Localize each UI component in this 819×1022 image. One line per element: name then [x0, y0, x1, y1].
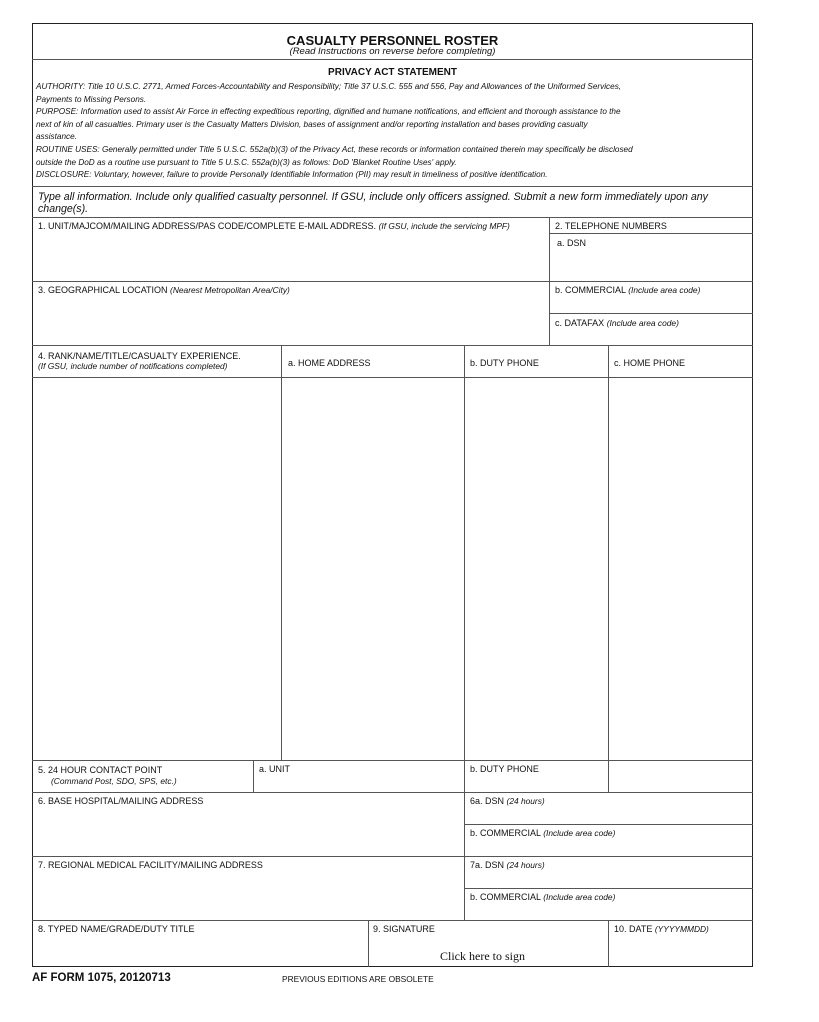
- home-address-input[interactable]: [283, 379, 462, 758]
- privacy-line: PURPOSE: Information used to assist Air Force in effecting expeditious reporting, dignified and humane notifications, and efficient and thorough assistance to the: [36, 107, 621, 117]
- typed-name-input[interactable]: [36, 936, 366, 965]
- contact-extra-input[interactable]: [610, 762, 751, 790]
- hospital-dsn-input[interactable]: [466, 808, 751, 822]
- divider: [32, 920, 753, 921]
- rank-name-input[interactable]: [34, 379, 279, 758]
- unit-label: a. UNIT: [259, 764, 291, 774]
- field-4-label: 4. RANK/NAME/TITLE/CASUALTY EXPERIENCE.: [38, 351, 241, 361]
- privacy-line: ROUTINE USES: Generally permitted under Title 5 U.S.C. 552a(b)(3) of the Privacy Act, these records or information contained therein may specifically be disclosed: [36, 144, 633, 154]
- date-input[interactable]: [610, 936, 751, 965]
- duty-phone-input[interactable]: [466, 379, 606, 758]
- contact-duty-phone-input[interactable]: [466, 776, 606, 790]
- privacy-line: DISCLOSURE: Voluntary, however, failure to provide Personally Identifiable Information (PII) may result in timeliness of positive identification.: [36, 170, 548, 180]
- dsn-input[interactable]: [552, 250, 750, 279]
- field-3-note: (Nearest Metropolitan Area/City): [170, 285, 290, 295]
- field-4-note: (If GSU, include number of notifications completed): [38, 361, 228, 371]
- form-subtitle: (Read Instructions on reverse before completing): [289, 46, 496, 57]
- privacy-line: Payments to Missing Persons.: [36, 94, 147, 104]
- privacy-line: outside the DoD as a routine use pursuant to Title 5 U.S.C. 552a(b)(3) as follows: DoD 'Blanket Routine Uses' apply.: [36, 157, 457, 167]
- divider: [464, 888, 753, 889]
- privacy-line: AUTHORITY: Title 10 U.S.C. 2771, Armed Forces-Accountability and Responsibility; Title 37 U.S.C. 555 and 556, Pay and Allowances of the Uniformed Services,: [36, 82, 622, 91]
- privacy-heading: PRIVACY ACT STATEMENT: [328, 67, 457, 78]
- hospital-dsn-label: [470, 796, 545, 807]
- privacy-line: assistance.: [36, 132, 77, 142]
- home-phone-label: c. HOME PHONE: [614, 358, 686, 368]
- medical-commercial-label: [470, 892, 615, 903]
- hospital-dsn-note: (24 hours): [506, 796, 545, 806]
- divider: [281, 345, 282, 760]
- geographical-location-input[interactable]: [36, 297, 546, 343]
- divider: [32, 281, 753, 282]
- regional-medical-input[interactable]: [36, 872, 462, 918]
- divider: [32, 792, 753, 793]
- field-1-label-text: 1. UNIT/MAJCOM/MAILING ADDRESS/PAS CODE/COMPLETE E-MAIL ADDRESS.: [38, 221, 377, 231]
- medical-commercial-label-text: b. COMMERCIAL: [470, 892, 541, 902]
- base-hospital-input[interactable]: [36, 808, 462, 854]
- field-10-label: [614, 924, 709, 935]
- hospital-commercial-input[interactable]: [466, 840, 751, 854]
- field-6-label: 6. BASE HOSPITAL/MAILING ADDRESS: [38, 796, 204, 806]
- unit-address-input[interactable]: [36, 233, 546, 279]
- hospital-commercial-label: [470, 828, 615, 839]
- datafax-input[interactable]: [552, 330, 750, 343]
- commercial-input[interactable]: [552, 297, 750, 311]
- field-2-label: 2. TELEPHONE NUMBERS: [555, 221, 667, 231]
- medical-commercial-input[interactable]: [466, 904, 751, 918]
- home-address-label: a. HOME ADDRESS: [288, 358, 371, 368]
- divider: [549, 217, 550, 345]
- field-1-note: (If GSU, include the servicing MPF): [378, 221, 510, 231]
- field-7-label: 7. REGIONAL MEDICAL FACILITY/MAILING ADDRESS: [38, 860, 263, 870]
- divider: [549, 233, 753, 234]
- duty-phone-label: b. DUTY PHONE: [470, 358, 539, 368]
- medical-dsn-label: [470, 860, 545, 871]
- divider: [368, 920, 369, 967]
- commercial-note: (Include area code): [628, 285, 701, 295]
- commercial-label: [555, 285, 700, 296]
- medical-dsn-label-text: 7a. DSN: [470, 860, 505, 870]
- divider: [464, 824, 753, 825]
- form-title: CASUALTY PERSONNEL ROSTER: [286, 33, 499, 48]
- obsolete-notice: PREVIOUS EDITIONS ARE OBSOLETE: [282, 974, 434, 984]
- field-5-label: 5. 24 HOUR CONTACT POINT: [38, 765, 163, 775]
- hospital-commercial-label-text: b. COMMERCIAL: [470, 828, 541, 838]
- datafax-note: (Include area code): [606, 318, 679, 328]
- divider: [32, 856, 753, 857]
- field-3-label-text: 3. GEOGRAPHICAL LOCATION: [38, 285, 168, 295]
- dsn-label: a. DSN: [557, 238, 587, 248]
- divider: [32, 59, 753, 60]
- divider: [549, 313, 753, 314]
- divider: [32, 186, 753, 187]
- contact-duty-phone-label: b. DUTY PHONE: [470, 764, 539, 774]
- datafax-label: [555, 318, 679, 329]
- field-10-note: (YYYYMMDD): [654, 924, 709, 934]
- field-5-note: (Command Post, SDO, SPS, etc.): [51, 776, 177, 786]
- privacy-statement: [36, 81, 751, 182]
- divider: [608, 920, 609, 967]
- divider: [32, 760, 753, 761]
- privacy-line: next of kin of all casualties. Primary user is the Casualty Matters Division, bases of assignment and/or reporting installation and bases providing casualty: [36, 119, 588, 129]
- divider: [464, 345, 465, 792]
- divider: [32, 217, 753, 218]
- hospital-dsn-label-text: 6a. DSN: [470, 796, 505, 806]
- click-to-sign-button[interactable]: Click here to sign: [440, 949, 525, 963]
- datafax-label-text: c. DATAFAX: [555, 318, 605, 328]
- home-phone-input[interactable]: [610, 379, 751, 758]
- medical-dsn-note: (24 hours): [506, 860, 545, 870]
- instructions: [38, 191, 748, 215]
- divider: [32, 345, 753, 346]
- hospital-commercial-note: (Include area code): [543, 828, 616, 838]
- field-10-label-text: 10. DATE: [614, 924, 653, 934]
- form-id: AF FORM 1075, 20120713: [32, 972, 171, 984]
- divider: [608, 345, 609, 792]
- field-8-label: 8. TYPED NAME/GRADE/DUTY TITLE: [38, 924, 195, 934]
- field-1-label: [38, 221, 510, 232]
- divider: [253, 760, 254, 792]
- instruction-line: Type all information. Include only qualified casualty personnel. If GSU, include only officers assigned. Submit a new form immediately upon any: [38, 191, 708, 203]
- commercial-label-text: b. COMMERCIAL: [555, 285, 626, 295]
- field-3-label: [38, 285, 290, 296]
- medical-dsn-input[interactable]: [466, 872, 751, 886]
- divider: [32, 377, 753, 378]
- contact-unit-input[interactable]: [256, 776, 462, 790]
- field-9-label: 9. SIGNATURE: [373, 924, 435, 934]
- instruction-line: change(s).: [38, 203, 89, 215]
- medical-commercial-note: (Include area code): [543, 892, 616, 902]
